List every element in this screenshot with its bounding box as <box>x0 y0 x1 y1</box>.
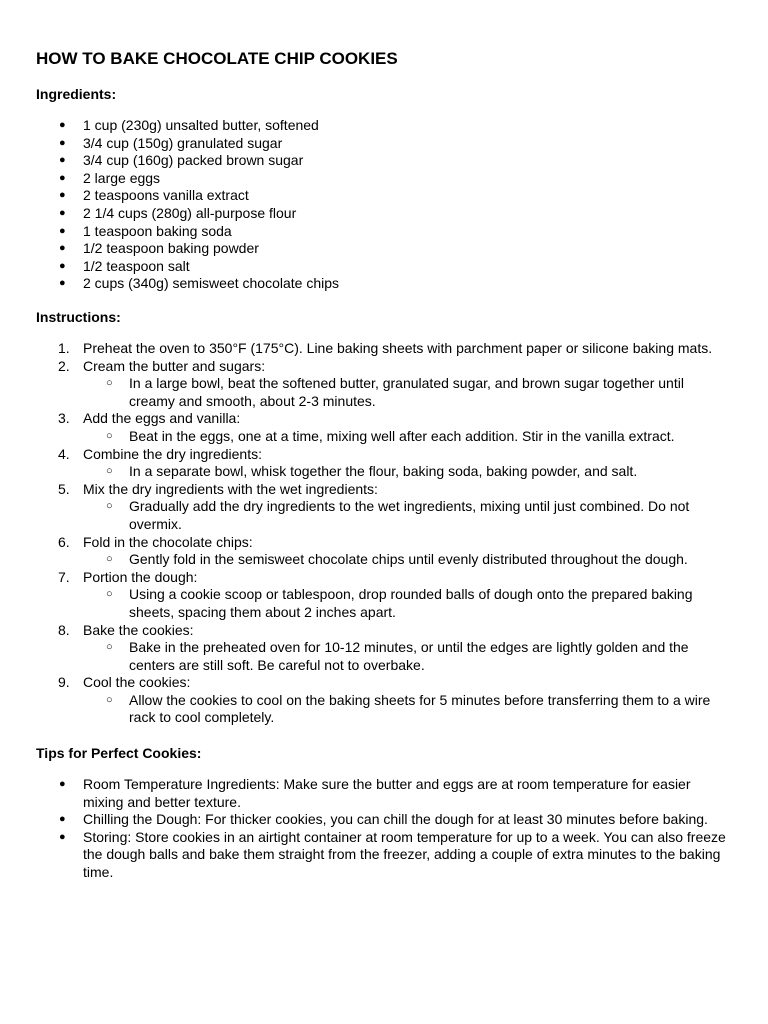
step-detail <box>0 692 768 727</box>
step-text: Fold in the chocolate chips: <box>83 533 253 550</box>
step-detail <box>0 551 768 569</box>
ingredient-text: 1/2 teaspoon salt <box>83 257 190 274</box>
bullet-icon: ● <box>59 136 66 149</box>
sub-bullet-icon: ○ <box>106 553 113 566</box>
sub-bullet-icon: ○ <box>106 641 113 654</box>
instruction-step <box>0 534 768 552</box>
step-detail <box>0 639 768 674</box>
bullet-icon: ● <box>59 813 66 826</box>
ingredient-item <box>0 258 768 276</box>
sub-bullet-icon: ○ <box>106 500 113 513</box>
step-detail <box>0 463 768 481</box>
bullet-icon: ● <box>59 778 66 790</box>
step-number: 2. <box>58 357 70 374</box>
ingredient-text: 1/2 teaspoon baking powder <box>83 240 259 257</box>
step-text: Add the eggs and vanilla: <box>83 410 241 427</box>
bullet-icon: ● <box>59 259 66 272</box>
ingredient-item <box>0 170 768 188</box>
tip-text: Chilling the Dough: For thicker cookies, you can chill the dough for at least 30 minutes before baking. <box>83 811 708 828</box>
step-number: 7. <box>58 568 70 585</box>
step-text: Bake the cookies: <box>83 621 194 638</box>
tip-item <box>0 811 768 829</box>
step-number: 6. <box>58 533 70 550</box>
step-text: Portion the dough: <box>83 568 198 585</box>
step-text: Cool the cookies: <box>83 674 191 691</box>
sub-bullet-icon: ○ <box>106 429 113 442</box>
ingredient-item <box>0 117 768 135</box>
ingredient-item <box>0 240 768 258</box>
step-detail-text: Using a cookie scoop or tablespoon, drop rounded balls of dough onto the prepared baking sheets, spacing them about 2 inches apart. <box>129 586 693 620</box>
ingredient-item <box>0 135 768 153</box>
tip-item <box>0 829 768 882</box>
bullet-icon: ● <box>59 830 66 843</box>
step-detail <box>0 586 768 621</box>
step-detail-text: Beat in the eggs, one at a time, mixing well after each addition. Stir in the vanilla extract. <box>129 427 675 444</box>
step-detail-text: In a separate bowl, whisk together the flour, baking soda, baking powder, and salt. <box>129 463 638 480</box>
tip-item <box>0 776 768 811</box>
bullet-icon: ● <box>59 206 66 219</box>
step-detail-text: Allow the cookies to cool on the baking sheets for 5 minutes before transferring them to a wire rack to cool completely. <box>129 691 711 726</box>
instruction-step <box>0 446 768 464</box>
instruction-step <box>0 569 768 587</box>
instruction-step <box>0 340 768 358</box>
ingredient-item <box>0 205 768 223</box>
step-number: 3. <box>58 410 70 427</box>
step-detail-text: Gently fold in the semisweet chocolate chips until evenly distributed throughout the dough. <box>129 551 688 568</box>
tip-text: Room Temperature Ingredients: Make sure the butter and eggs are at room temperature for easier mixing and better texture. <box>83 776 691 810</box>
instructions-heading: Instructions: <box>36 309 121 325</box>
step-number: 4. <box>58 445 70 462</box>
step-number: 5. <box>58 480 70 497</box>
step-text: Mix the dry ingredients with the wet ingredients: <box>83 480 378 497</box>
instruction-step <box>0 358 768 376</box>
sub-bullet-icon: ○ <box>106 377 113 390</box>
tips-heading: Tips for Perfect Cookies: <box>36 745 202 761</box>
ingredient-text: 2 large eggs <box>83 169 161 186</box>
bullet-icon: ● <box>59 119 66 131</box>
instruction-step <box>0 674 768 692</box>
bullet-icon: ● <box>59 171 66 184</box>
ingredient-text: 2 1/4 cups (280g) all-purpose flour <box>83 204 297 221</box>
instruction-step <box>0 481 768 499</box>
ingredient-text: 1 teaspoon baking soda <box>83 222 232 239</box>
ingredient-text: 2 cups (340g) semisweet chocolate chips <box>83 275 340 292</box>
step-text: Combine the dry ingredients: <box>83 445 262 462</box>
ingredient-item <box>0 223 768 241</box>
step-number: 8. <box>58 621 70 638</box>
ingredient-text: 3/4 cup (160g) packed brown sugar <box>83 152 304 169</box>
step-detail-text: Bake in the preheated oven for 10-12 minutes, or until the edges are lightly golden and the centers are still soft. Be careful not to overbake. <box>129 639 689 673</box>
bullet-icon: ● <box>59 154 66 167</box>
ingredient-text: 1 cup (230g) unsalted butter, softened <box>83 117 319 133</box>
instruction-step <box>0 410 768 428</box>
ingredient-item <box>0 152 768 170</box>
step-detail <box>0 428 768 446</box>
page-title: HOW TO BAKE CHOCOLATE CHIP COOKIES <box>36 49 398 68</box>
step-detail-text: Gradually add the dry ingredients to the wet ingredients, mixing until just combined. Do not overmix. <box>129 498 690 532</box>
bullet-icon: ● <box>59 242 66 255</box>
tip-text: Storing: Store cookies in an airtight container at room temperature for up to a week. You can also freeze the dough balls and bake them straight from the freezer, adding a couple of extra minutes to the baking time. <box>83 828 726 880</box>
step-detail-text: In a large bowl, beat the softened butter, granulated sugar, and brown sugar together until creamy and smooth, about 2-3 minutes. <box>129 375 684 409</box>
sub-bullet-icon: ○ <box>106 588 113 601</box>
ingredient-item <box>0 275 768 293</box>
ingredient-text: 3/4 cup (150g) granulated sugar <box>83 134 283 151</box>
bullet-icon: ● <box>59 189 66 202</box>
instruction-step <box>0 622 768 640</box>
step-detail <box>0 375 768 410</box>
sub-bullet-icon: ○ <box>106 465 113 478</box>
step-number: 9. <box>58 674 70 691</box>
ingredient-text: 2 teaspoons vanilla extract <box>83 187 249 204</box>
step-text: Cream the butter and sugars: <box>83 357 266 374</box>
step-number: 1. <box>58 340 70 356</box>
ingredient-item <box>0 187 768 205</box>
ingredients-heading: Ingredients: <box>36 86 117 102</box>
step-detail <box>0 498 768 533</box>
instructions-list <box>0 340 768 727</box>
sub-bullet-icon: ○ <box>106 693 113 706</box>
step-text: Preheat the oven to 350°F (175°C). Line baking sheets with parchment paper or silicone baking mats. <box>83 340 713 356</box>
tips-list <box>0 776 768 882</box>
ingredients-list <box>0 117 768 293</box>
bullet-icon: ● <box>59 224 66 237</box>
bullet-icon: ● <box>59 277 66 290</box>
